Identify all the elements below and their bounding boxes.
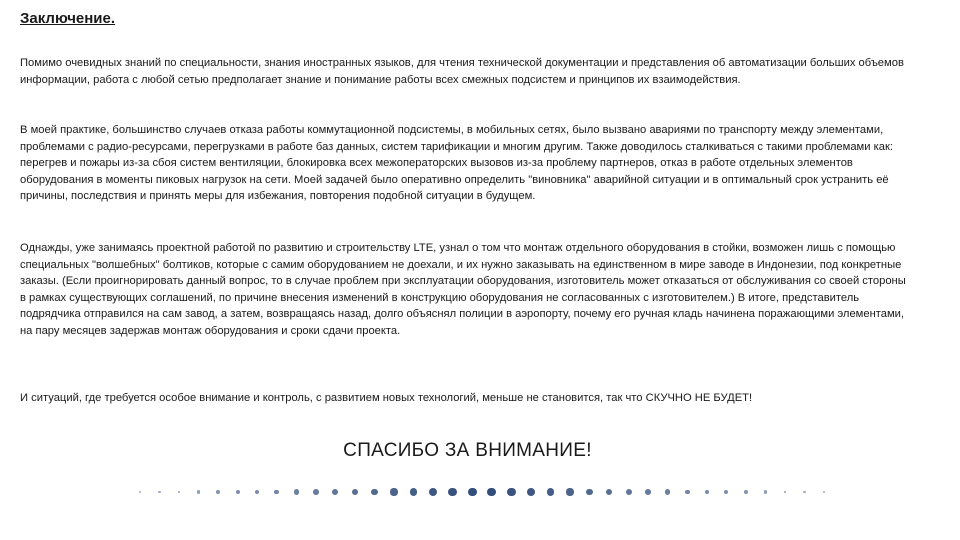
- separator-dot: [352, 489, 358, 495]
- separator-dot: [410, 488, 418, 496]
- separator-dot: [216, 490, 220, 494]
- separator-dot: [705, 490, 709, 494]
- separator-dot: [197, 490, 200, 493]
- separator-dot: [390, 488, 397, 495]
- separator-dot: [626, 489, 632, 495]
- separator-dot: [507, 488, 515, 496]
- paragraph-conclusion: И ситуаций, где требуется особое внимание и контроль, с развитием новых технологий, меньше не становится, так что СКУЧНО НЕ БУДЕТ!: [20, 392, 753, 404]
- separator-dot: [823, 491, 825, 493]
- separator-dot: [255, 490, 259, 494]
- separator-dot: [274, 490, 279, 495]
- closing-thanks: СПАСИБО ЗА ВНИМАНИЕ!: [343, 440, 592, 461]
- separator-dot: [547, 488, 555, 496]
- separator-dot: [724, 490, 728, 494]
- paragraph-lte-story: Однажды, уже занимаясь проектной работой по развитию и строительству LTE, узнал о том что монтаж отдельного оборудования в стойки, возможен лишь с помощью специальных "волшебных" болтиков, которые с самим оборудованием не доехали, и их нужно заказывать на единственном в мире заводе в Индонезии, под конкретные заказы. (Если проигнорировать данный вопрос, то в случае проблем при эксплуатации оборудования, изготовитель может отказаться от обслуживания со своей стороны в рамках существующих соглашений, по причине внесения изменений в конструкцию оборудования не согласованных с изготовителем.) В итоге, представитель подрядчика отправился на сам завод, а затем, возвращаясь назад, долго объяснял полиции в аэропорту, почему его ручная кладь начинена поражающими элементами, на пару месяцев задержав монтаж оборудования и сроки сдачи проекта.: [20, 242, 906, 337]
- separator-dot: [178, 491, 181, 494]
- separator-dot: [139, 491, 141, 493]
- separator-dot: [665, 489, 670, 494]
- decorative-dot-line: [140, 482, 824, 502]
- separator-dot: [784, 491, 787, 494]
- separator-dot: [448, 488, 456, 496]
- separator-dot: [371, 489, 378, 496]
- separator-dot: [645, 489, 651, 495]
- separator-dot: [685, 490, 690, 495]
- separator-dot: [803, 491, 805, 493]
- separator-dot: [487, 488, 496, 497]
- separator-dot: [294, 489, 299, 494]
- separator-dot: [527, 488, 535, 496]
- separator-dot: [744, 490, 748, 494]
- separator-dot: [429, 488, 437, 496]
- separator-dot: [468, 488, 477, 497]
- paragraph-intro: Помимо очевидных знаний по специальности, знания иностранных языков, для чтения технической документации и представления об автоматизации больших объемов информации, работа с любой сетью предполагает знание и понимание работы всех смежных подсистем и принципов их взаимодействия.: [20, 57, 904, 86]
- separator-dot: [586, 489, 593, 496]
- separator-dot: [236, 490, 240, 494]
- separator-dot: [606, 489, 612, 495]
- slide-title: Заключение.: [20, 10, 116, 27]
- separator-dot: [332, 489, 338, 495]
- separator-dot: [764, 490, 767, 493]
- separator-dot: [566, 488, 573, 495]
- separator-dot: [158, 491, 160, 493]
- separator-dot: [313, 489, 319, 495]
- paragraph-practice: В моей практике, большинство случаев отказа работы коммутационной подсистемы, в мобильных сетях, было вызвано авариями по транспорту между элементами, проблемами с радио-ресурсами, перегрузками в работе баз данных, систем тарификации и многим другим. Также доводилось сталкиваться с такими проблемами как: перегрев и пожары из-за сбоя систем вентиляции, блокировка всех межоператорских вызовов из-за проблему партнеров, отказ в работе отдельных элементов оборудования в моменты пиковых нагрузок на сети. Моей задачей было оперативно определить "виновника" аварийной ситуации и в оптимальный срок устранить её причины, последствия и принять меры для избежания, повторения подобной ситуации в будущем.: [20, 124, 893, 203]
